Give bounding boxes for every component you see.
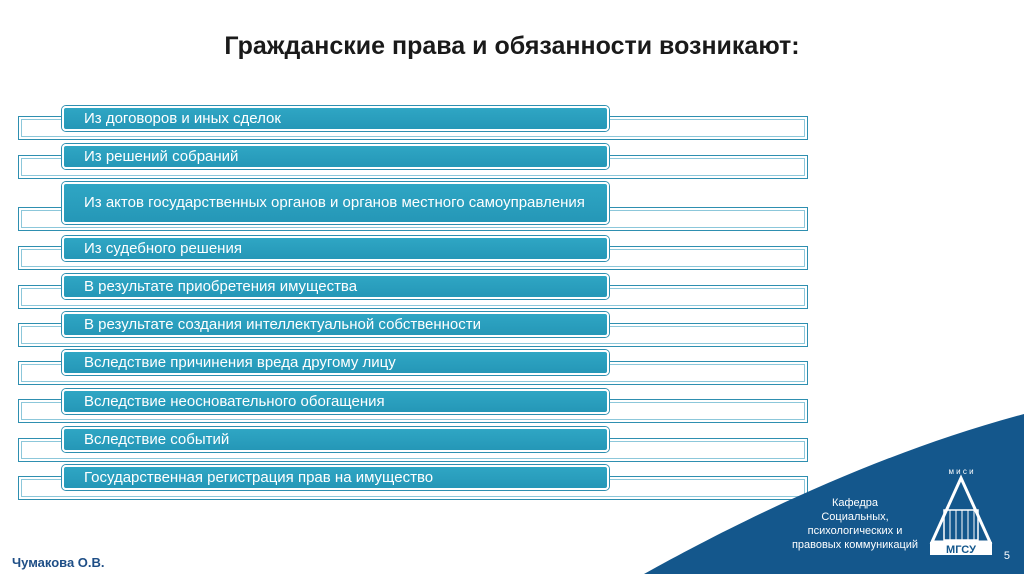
department-line: Социальных,	[821, 511, 889, 523]
item-label: Вследствие неосновательного обогащения	[62, 389, 609, 414]
item-label: Из решений собраний	[62, 144, 609, 169]
author-name: Чумакова О.В.	[12, 555, 105, 570]
item-label: В результате создания интеллектуальной собственности	[62, 312, 609, 337]
department-line: психологических и	[807, 525, 903, 537]
logo-top-text: м и с и	[948, 467, 974, 476]
item-label: Из судебного решения	[62, 236, 609, 261]
department-line: Кафедра	[831, 497, 879, 509]
item-label: В результате приобретения имущества	[62, 274, 609, 299]
page-number: 5	[1003, 550, 1010, 562]
item-label: Из актов государственных органов и органов местного самоуправления	[62, 182, 609, 224]
item-label: Из договоров и иных сделок	[62, 106, 609, 131]
item-label: Вследствие причинения вреда другому лицу	[62, 350, 609, 375]
department-line: правовых коммуникаций	[791, 539, 919, 551]
department-caption	[780, 496, 930, 552]
item-label: Государственная регистрация прав на имущество	[62, 465, 609, 490]
item-label: Вследствие событий	[62, 427, 609, 452]
slide-title: Гражданские права и обязанности возникают:	[224, 32, 800, 60]
logo-bottom-text: МГСУ	[946, 544, 976, 556]
mgsu-logo	[928, 464, 994, 556]
